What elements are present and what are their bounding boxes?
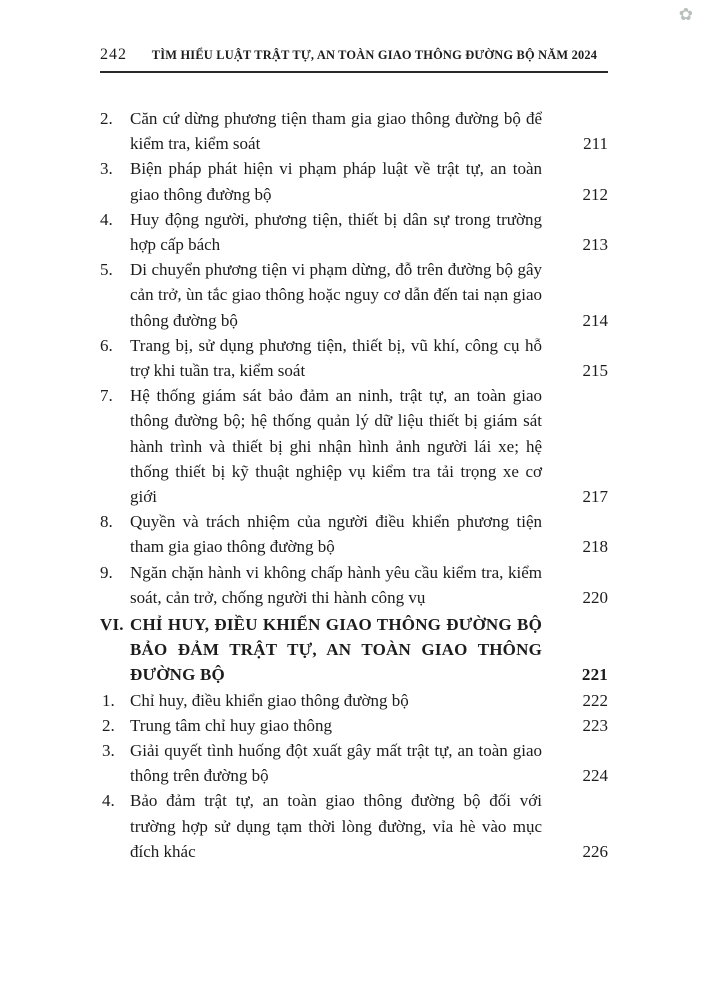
entry-text: Huy động người, phương tiện, thiết bị dân sự trong trường hợp cấp bách: [130, 209, 542, 255]
entry-number: 4.: [102, 791, 115, 811]
entry-number: 1.: [102, 690, 115, 710]
entry-number: 7.: [100, 386, 113, 406]
entry-text: Ngăn chặn hành vi không chấp hành yêu cầu kiểm tra, kiểm soát, cản trở, chống người thi hành công vụ: [130, 562, 542, 607]
entry-text: Quyền và trách nhiệm của người điều khiển phương tiện tham gia giao thông đường bộ: [130, 512, 542, 557]
toc-entry: [100, 333, 608, 383]
entry-page: 217: [582, 487, 608, 507]
toc-entry: [100, 713, 608, 738]
entry-number: 9.: [100, 562, 113, 582]
entry-page: 220: [582, 587, 608, 607]
entry-text: Di chuyển phương tiện vi phạm dừng, đỗ trên đường bộ gây cản trở, ùn tắc giao thông hoặc nguy cơ dẫn đến tai nạn giao thông đường bộ: [130, 260, 542, 330]
toc-entry: [100, 156, 608, 206]
page-number: 242: [100, 46, 127, 63]
entry-text: Chỉ huy, điều khiển giao thông đường bộ: [130, 690, 409, 710]
toc-entry: [100, 788, 608, 864]
toc-entry: [100, 207, 608, 257]
entry-text: CHỈ HUY, ĐIỀU KHIỂN GIAO THÔNG ĐƯỜNG BỘ BẢO ĐẢM TRẬT TỰ, AN TOÀN GIAO THÔNG ĐƯỜNG BỘ: [130, 615, 542, 685]
entry-page: 222: [582, 690, 608, 710]
entry-page: 214: [582, 310, 608, 330]
entry-text: Bảo đảm trật tự, an toàn giao thông đường bộ đối với trường hợp sử dụng tạm thời lòng đường, vỉa hè vào mục đích khác: [130, 791, 542, 861]
entry-page: 224: [582, 766, 608, 786]
toc-list: [100, 106, 608, 864]
entry-number: 4.: [100, 209, 113, 229]
entry-page: 218: [582, 537, 608, 557]
entry-text: Giải quyết tình huống đột xuất gây mất trật tự, an toàn giao thông trên đường bộ: [130, 741, 542, 786]
entry-number: 3.: [102, 741, 115, 761]
toc-entry: [100, 612, 608, 688]
entry-number: VI.: [100, 615, 124, 635]
entry-page: 212: [582, 184, 608, 204]
entry-text: Hệ thống giám sát bảo đảm an ninh, trật tự, an toàn giao thông đường bộ; hệ thống quản lý dữ liệu thiết bị giám sát hành trình và thiết bị ghi nhận hình ảnh người lái xe; hệ thống thiết bị kỹ thuật nghiệp vụ kiểm tra tải trọng xe cơ giới: [130, 386, 542, 507]
entry-text: Trang bị, sử dụng phương tiện, thiết bị, vũ khí, công cụ hỗ trợ khi tuần tra, kiểm soát: [130, 335, 542, 381]
entry-number: 2.: [102, 715, 115, 735]
running-title: TÌM HIỂU LUẬT TRẬT TỰ, AN TOÀN GIAO THÔNG ĐƯỜNG BỘ NĂM 2024: [151, 48, 598, 62]
flower-icon: ✿: [678, 5, 693, 24]
toc-entry: [100, 560, 608, 610]
toc-entry: [100, 509, 608, 559]
toc-entry: [100, 383, 608, 509]
entry-text: Biện pháp phát hiện vi phạm pháp luật về trật tự, an toàn giao thông đường bộ: [130, 159, 542, 204]
toc-entry: [100, 738, 608, 788]
entry-page: 213: [582, 235, 608, 255]
toc-entry: [100, 257, 608, 333]
toc-entry: [100, 106, 608, 156]
entry-text: Trung tâm chỉ huy giao thông: [130, 715, 332, 735]
entry-page: 215: [582, 361, 608, 381]
toc-entry: [100, 688, 608, 713]
entry-number: 3.: [100, 159, 113, 179]
entry-number: 5.: [100, 260, 113, 280]
entry-page: 221: [581, 665, 608, 685]
entry-page: 211: [583, 134, 608, 154]
entry-page: 223: [582, 715, 608, 735]
page-header: [100, 46, 608, 73]
entry-text: Căn cứ dừng phương tiện tham gia giao thông đường bộ để kiểm tra, kiểm soát: [130, 109, 542, 154]
entry-number: 6.: [100, 335, 113, 355]
entry-number: 8.: [100, 512, 113, 532]
entry-page: 226: [582, 841, 608, 861]
entry-number: 2.: [100, 109, 113, 128]
